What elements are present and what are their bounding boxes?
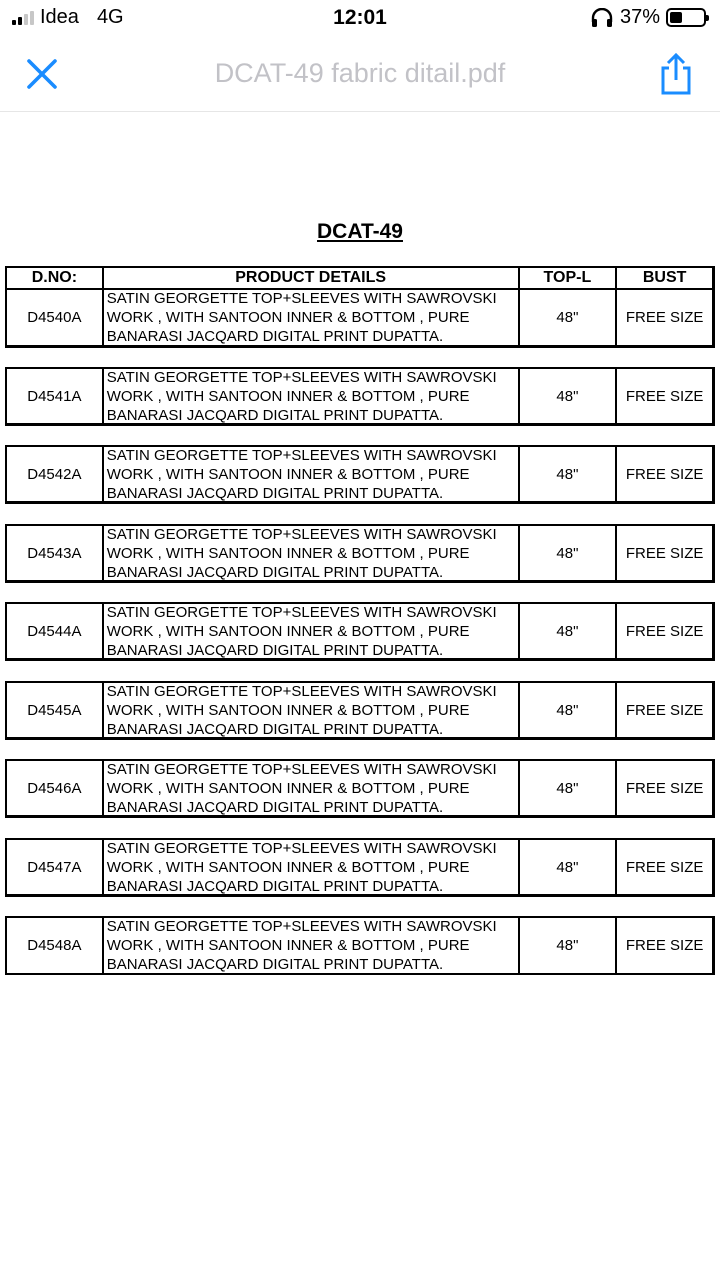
table-row: [5, 759, 715, 818]
table-row: [5, 602, 715, 661]
header-product-details: PRODUCT DETAILS: [104, 268, 520, 288]
table-row: [5, 367, 715, 426]
table-row: [5, 289, 715, 348]
row-top-l: 48": [520, 290, 618, 345]
row-top-l: 48": [520, 683, 618, 737]
table-row: [5, 445, 715, 504]
document-filename: DCAT-49 fabric ditail.pdf: [214, 58, 506, 88]
header-dno: D.NO:: [7, 268, 104, 288]
row-details: SATIN GEORGETTE TOP+SLEEVES WITH SAWROVSKI WORK , WITH SANTOON INNER & BOTTOM , PURE BANARASI JACQARD DIGITAL PRINT DUPATTA.: [104, 761, 520, 815]
row-bust: FREE SIZE: [617, 761, 715, 815]
row-details: SATIN GEORGETTE TOP+SLEEVES WITH SAWROVSKI WORK , WITH SANTOON INNER & BOTTOM , PURE BANARASI JACQARD DIGITAL PRINT DUPATTA.: [104, 918, 520, 973]
status-bar: [0, 0, 720, 38]
table-header: [5, 266, 715, 289]
row-top-l: 48": [520, 840, 618, 894]
row-dno: D4548A: [7, 918, 104, 973]
row-details: SATIN GEORGETTE TOP+SLEEVES WITH SAWROVSKI WORK , WITH SANTOON INNER & BOTTOM , PURE BANARASI JACQARD DIGITAL PRINT DUPATTA.: [104, 290, 520, 345]
status-left: [12, 6, 124, 29]
row-bust: FREE SIZE: [617, 683, 715, 737]
battery-icon: [666, 8, 706, 27]
battery-nub: [706, 15, 709, 21]
row-details: SATIN GEORGETTE TOP+SLEEVES WITH SAWROVSKI WORK , WITH SANTOON INNER & BOTTOM , PURE BANARASI JACQARD DIGITAL PRINT DUPATTA.: [104, 604, 520, 658]
row-top-l: 48": [520, 369, 618, 423]
battery-percentage: 37%: [619, 6, 660, 28]
row-dno: D4542A: [7, 447, 104, 501]
row-bust: FREE SIZE: [617, 840, 715, 894]
row-bust: FREE SIZE: [617, 290, 715, 345]
row-bust: FREE SIZE: [617, 918, 715, 973]
header-top-l: TOP-L: [520, 268, 618, 288]
row-bust: FREE SIZE: [617, 369, 715, 423]
document-title: DCAT-49: [317, 220, 403, 243]
row-dno: D4541A: [7, 369, 104, 423]
row-dno: D4545A: [7, 683, 104, 737]
row-details: SATIN GEORGETTE TOP+SLEEVES WITH SAWROVSKI WORK , WITH SANTOON INNER & BOTTOM , PURE BANARASI JACQARD DIGITAL PRINT DUPATTA.: [104, 840, 520, 894]
row-bust: FREE SIZE: [617, 604, 715, 658]
row-top-l: 48": [520, 604, 618, 658]
headphones-icon: [590, 8, 614, 28]
share-icon[interactable]: [656, 52, 696, 96]
status-right: [590, 6, 706, 29]
battery-fill: [670, 12, 682, 23]
row-top-l: 48": [520, 447, 618, 501]
row-dno: D4546A: [7, 761, 104, 815]
table-row: [5, 524, 715, 583]
row-dno: D4544A: [7, 604, 104, 658]
close-icon[interactable]: [22, 54, 62, 94]
row-dno: D4547A: [7, 840, 104, 894]
row-bust: FREE SIZE: [617, 526, 715, 580]
row-dno: D4540A: [7, 290, 104, 345]
row-details: SATIN GEORGETTE TOP+SLEEVES WITH SAWROVSKI WORK , WITH SANTOON INNER & BOTTOM , PURE BANARASI JACQARD DIGITAL PRINT DUPATTA.: [104, 526, 520, 580]
status-time: 12:01: [333, 6, 387, 29]
table-row: [5, 838, 715, 897]
row-top-l: 48": [520, 918, 618, 973]
row-dno: D4543A: [7, 526, 104, 580]
row-top-l: 48": [520, 526, 618, 580]
network-type: 4G: [96, 6, 124, 28]
pdf-document-view[interactable]: [0, 112, 720, 1280]
table-row: [5, 681, 715, 740]
signal-strength-icon: [12, 11, 34, 25]
header-bust: BUST: [617, 268, 715, 288]
table-row: [5, 916, 715, 975]
row-top-l: 48": [520, 761, 618, 815]
navigation-bar: [0, 38, 720, 112]
row-details: SATIN GEORGETTE TOP+SLEEVES WITH SAWROVSKI WORK , WITH SANTOON INNER & BOTTOM , PURE BANARASI JACQARD DIGITAL PRINT DUPATTA.: [104, 683, 520, 737]
carrier-name: Idea: [40, 6, 79, 28]
row-bust: FREE SIZE: [617, 447, 715, 501]
row-details: SATIN GEORGETTE TOP+SLEEVES WITH SAWROVSKI WORK , WITH SANTOON INNER & BOTTOM , PURE BANARASI JACQARD DIGITAL PRINT DUPATTA.: [104, 369, 520, 423]
row-details: SATIN GEORGETTE TOP+SLEEVES WITH SAWROVSKI WORK , WITH SANTOON INNER & BOTTOM , PURE BANARASI JACQARD DIGITAL PRINT DUPATTA.: [104, 447, 520, 501]
